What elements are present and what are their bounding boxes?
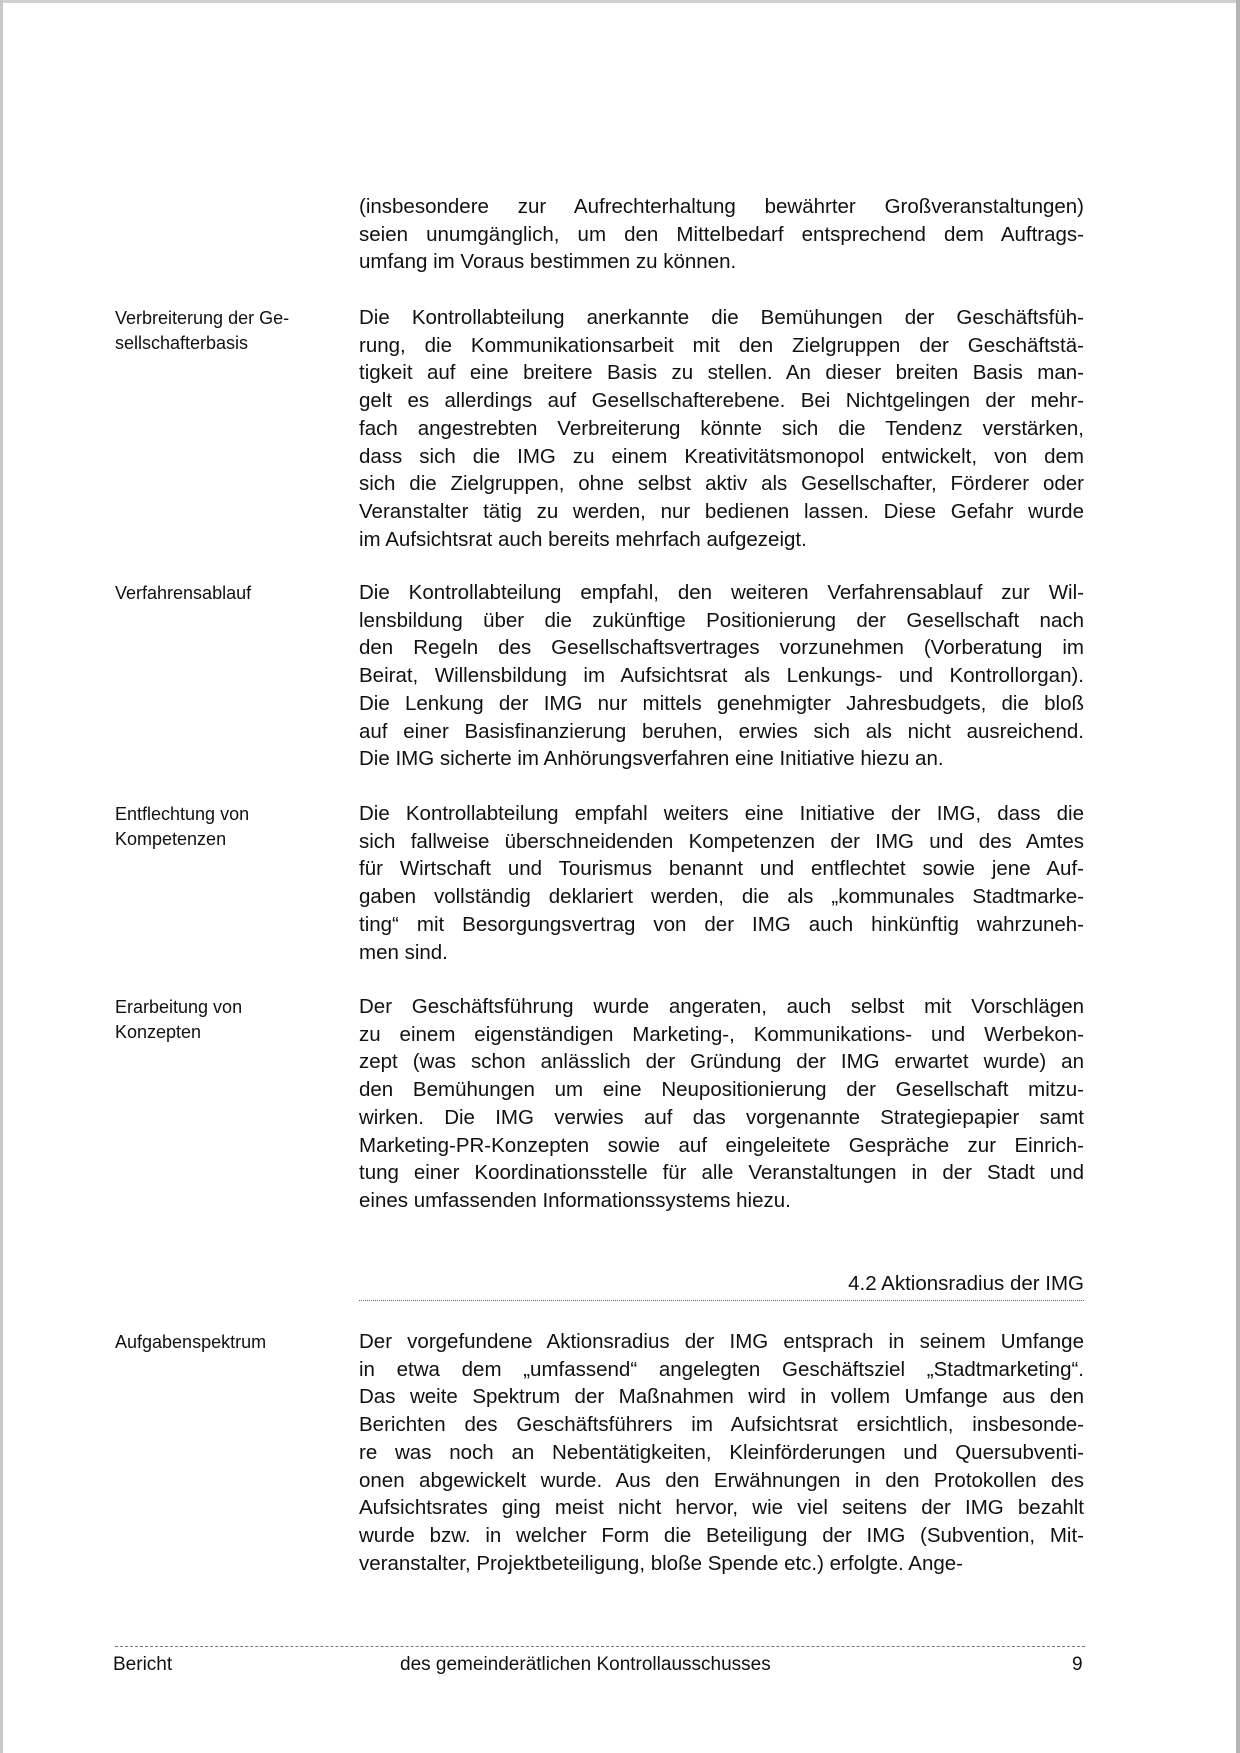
paragraph-line: dass sich die IMG zu einem Kreativitätsmonopol entwickelt, von dem — [359, 444, 1084, 468]
paragraph-line: ting“ mit Besorgungsvertrag von der IMG auch hinkünftig wahrzuneh- — [359, 912, 1084, 936]
margin-note-line: Konzepten — [115, 1022, 202, 1042]
paragraph-line: zept (was schon anlässlich der Gründung der IMG erwartet wurde) an — [359, 1050, 1084, 1074]
paragraph-line: in etwa dem „umfassend“ angelegten Geschäftsziel „Stadtmarketing“. — [359, 1357, 1084, 1381]
paragraph-line: Das weite Spektrum der Maßnahmen wird in vollem Umfange aus den — [359, 1385, 1084, 1409]
paragraph-line: Aufsichtsrates ging meist nicht hervor, wie viel seitens der IMG bezahlt — [359, 1496, 1084, 1520]
paragraph-line: Veranstalter tätig zu werden, nur bedienen lassen. Diese Gefahr wurde — [359, 499, 1084, 523]
paragraph-line: Die Kontrollabteilung empfahl weiters eine Initiative der IMG, dass die — [359, 802, 1084, 825]
paragraph-line: zu einem eigenständigen Marketing-, Kommunikations- und Werbekon- — [359, 1022, 1084, 1046]
paragraph-line: Der vorgefundene Aktionsradius der IMG entsprach in seinem Umfange — [359, 1330, 1084, 1353]
paragraph — [359, 1328, 1084, 1577]
section-heading: 4.2 Aktionsradius der IMG — [848, 1272, 1084, 1295]
paragraph-line: Die Kontrollabteilung anerkannte die Bemühungen der Geschäftsfüh- — [359, 306, 1084, 329]
paragraph-line: seien unumgänglich, um den Mittelbedarf entsprechend dem Auftrags- — [359, 222, 1084, 246]
margin-note — [115, 1330, 335, 1355]
paragraph — [359, 193, 1084, 276]
paragraph-line: veranstalter, Projektbeteiligung, bloße Spende etc.) erfolgte. Ange- — [359, 1551, 963, 1575]
scan-edge-right — [1236, 0, 1240, 1753]
paragraph-line: tung einer Koordinationsstelle für alle Veranstaltungen in der Stadt und — [359, 1161, 1084, 1185]
margin-note-line: Verbreiterung der Ge- — [115, 308, 290, 328]
paragraph-line: Die Lenkung der IMG nur mittels genehmigter Jahresbudgets, die bloß — [359, 691, 1084, 715]
paragraph-line: den Bemühungen um eine Neupositionierung der Gesellschaft mitzu- — [359, 1078, 1084, 1102]
paragraph-line: lensbildung über die zukünftige Positionierung der Gesellschaft nach — [359, 608, 1084, 632]
paragraph-line: onen abgewickelt wurde. Aus den Erwähnungen in den Protokollen des — [359, 1468, 1084, 1492]
paragraph-line: sich die Zielgruppen, ohne selbst aktiv als Gesellschafter, Förderer oder — [359, 472, 1084, 496]
paragraph-line: im Aufsichtsrat auch bereits mehrfach aufgezeigt. — [359, 527, 807, 551]
paragraph-line: gelt es allerdings auf Gesellschafterebene. Bei Nichtgelingen der mehr- — [359, 389, 1084, 413]
margin-note-line: sellschafterbasis — [115, 333, 249, 353]
margin-note — [115, 802, 335, 852]
paragraph-line: (insbesondere zur Aufrechterhaltung bewährter Großveranstaltungen) — [359, 195, 1084, 218]
paragraph — [359, 800, 1084, 966]
margin-note-line: Aufgabenspektrum — [115, 1332, 267, 1352]
margin-note-line: Entflechtung von — [115, 804, 250, 824]
margin-note — [115, 581, 335, 606]
paragraph-line: wirken. Die IMG verwies auf das vorgenannte Strategiepapier samt — [359, 1105, 1084, 1129]
paragraph-line: auf einer Basisfinanzierung beruhen, erwies sich als nicht ausreichend. — [359, 719, 1084, 743]
paragraph-line: Die Kontrollabteilung empfahl, den weiteren Verfahrensablauf zur Wil- — [359, 581, 1084, 604]
margin-note-line: Kompetenzen — [115, 829, 227, 849]
paragraph-line: rung, die Kommunikationsarbeit mit den Zielgruppen der Geschäftstä- — [359, 333, 1084, 357]
paragraph-line: Berichten des Geschäftsführers im Aufsichtsrat ersichtlich, insbesonde- — [359, 1413, 1084, 1437]
paragraph-line: Der Geschäftsführung wurde angeraten, auch selbst mit Vorschlägen — [359, 995, 1084, 1018]
paragraph — [359, 304, 1084, 553]
footer-left: Bericht — [113, 1654, 173, 1675]
scan-edge-left — [0, 0, 3, 1753]
paragraph-line: tigkeit auf eine breitere Basis zu stellen. An dieser breiten Basis man- — [359, 361, 1084, 385]
paragraph-line: Beirat, Willensbildung im Aufsichtsrat als Lenkungs- und Kontrollorgan). — [359, 664, 1084, 688]
paragraph — [359, 993, 1084, 1215]
paragraph-line: fach angestrebten Verbreiterung könnte sich die Tendenz verstärken, — [359, 416, 1084, 440]
paragraph-line: wurde bzw. in welcher Form die Beteiligung der IMG (Subvention, Mit- — [359, 1523, 1084, 1547]
margin-note — [115, 995, 335, 1045]
paragraph-line: den Regeln des Gesellschaftsvertrages vorzunehmen (Vorberatung im — [359, 636, 1084, 660]
paragraph — [359, 579, 1084, 773]
margin-note-line: Verfahrensablauf — [115, 583, 252, 603]
paragraph-line: für Wirtschaft und Tourismus benannt und entflechtet sowie jene Auf- — [359, 857, 1084, 881]
paragraph-line: sich fallweise überschneidenden Kompetenzen der IMG und des Amtes — [359, 829, 1084, 853]
heading-rule — [359, 1300, 1084, 1301]
page-number: 9 — [1072, 1654, 1083, 1675]
scan-edge-top — [0, 0, 1240, 3]
paragraph-line: Marketing-PR-Konzepten sowie auf eingeleitete Gespräche zur Einrich- — [359, 1133, 1084, 1157]
footer-center: des gemeinderätlichen Kontrollausschusses — [400, 1654, 771, 1675]
margin-note-line: Erarbeitung von — [115, 997, 243, 1017]
margin-note — [115, 306, 335, 356]
paragraph-line: men sind. — [359, 940, 448, 964]
paragraph-line: Die IMG sicherte im Anhörungsverfahren eine Initiative hiezu an. — [359, 747, 944, 771]
paragraph-line: eines umfassenden Informationssystems hiezu. — [359, 1188, 791, 1212]
paragraph-line: re was noch an Nebentätigkeiten, Kleinförderungen und Quersubventi- — [359, 1440, 1084, 1464]
footer-rule — [115, 1646, 1085, 1647]
paragraph-line: gaben vollständig deklariert werden, die als „kommunales Stadtmarke- — [359, 885, 1084, 909]
paragraph-line: umfang im Voraus bestimmen zu können. — [359, 250, 737, 274]
